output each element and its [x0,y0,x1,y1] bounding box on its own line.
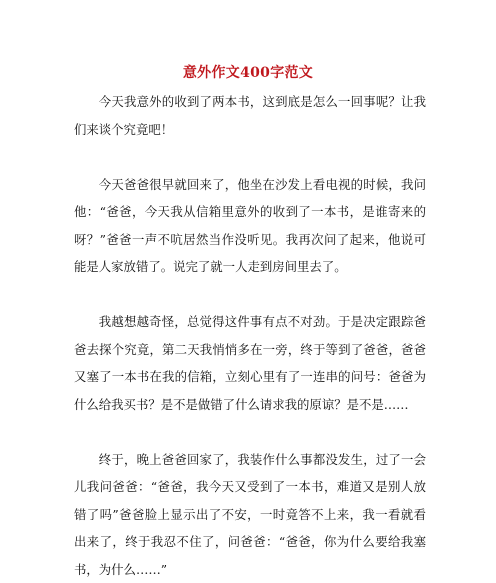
document-body [74,88,426,583]
cut-off-next-line [74,550,426,562]
paragraph-gap [74,418,426,446]
paragraph-3: 我越想越奇怪，总觉得这件事有点不对劲。于是决定跟踪爸爸去探个究竟，第二天我悄悄多在一旁，终于等到了爸爸，爸爸又塞了一本书在我的信箱，立刻心里有了一连串的问号：爸爸为什么给我买书？是不是做错了什么请求我的原谅？是不是…… [74,308,426,418]
paragraph-1: 今天我意外的收到了两本书，这到底是怎么一回事呢？让我们来谈个究竟吧！ [74,88,426,143]
document-title: 意外作文400字范文 [0,62,496,82]
paragraph-4: 终于，晚上爸爸回家了，我装作什么事都没发生，过了一会儿我问爸爸：“爸爸，我今天又受到了一本书，难道又是别人放错了吗”爸爸脸上显示出了不安，一时竟答不上来，我一看就看出来了，终于我忍不住了，问爸爸：“爸爸，你为什么要给我塞书，为什么……” [74,446,426,583]
paragraph-gap [74,143,426,171]
paragraph-2: 今天爸爸很早就回来了，他坐在沙发上看电视的时候，我问他：“爸爸，今天我从信箱里意外的收到了一本书，是谁寄来的呀？”爸爸一声不吭居然当作没听见。我再次问了起来，他说可能是人家放错了。说完了就一人走到房间里去了。 [74,171,426,281]
paragraph-gap [74,281,426,309]
